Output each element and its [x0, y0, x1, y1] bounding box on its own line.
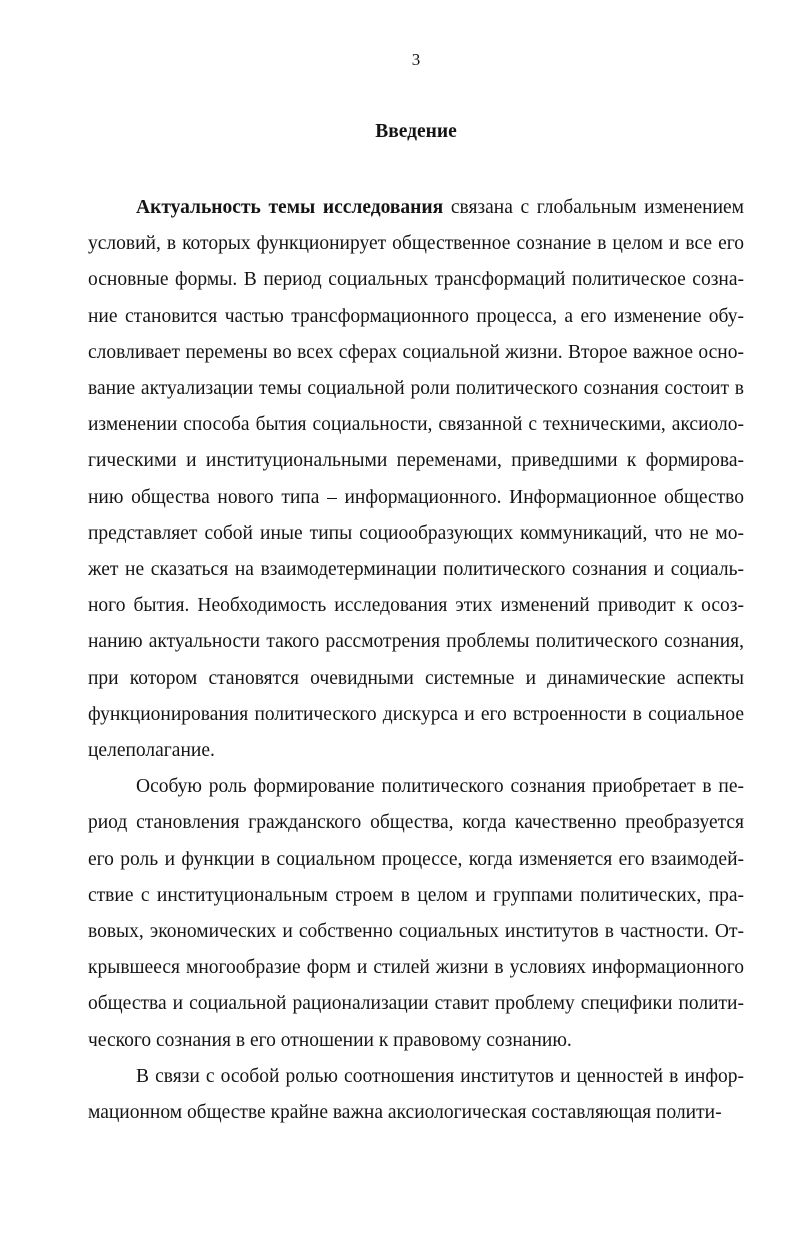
page-number: 3 [411, 50, 421, 69]
relevance-lead: Актуальность темы исследования [136, 197, 444, 218]
relevance-text: связана с глобальным изменением условий, в которых функционирует общественное сознание в целом и все его основные формы. В период социальных трансформаций политическое сознание становится частью трансформационного процесса, а его изменение обусловливает перемены во всех сферах социальной жизни. Второе важное основание актуализации темы социальной роли политического сознания состоит в изменении способа бытия социальности, связанной с техническими, аксиологическими и институциональными переменами, приведшими к формированию общества нового типа – информационного. Информационное общество представляет собой иные типы социообразующих коммуникаций, что не может не сказаться на взаимодетерминации политического сознания и социального бытия. Необходимость исследования этих изменений приводит к осознанию актуальности такого рассмотрения проблемы политического сознания, при котором становятся очевидными системные и динамические аспекты функционирования политического дискурса и его встроенности в социальное целеполагание. [88, 197, 745, 762]
body-text [88, 190, 744, 1131]
section-heading: Введение [375, 121, 457, 142]
paragraph-axiology: В связи с особой ролью соотношения институтов и ценностей в информационном обществе крайне важна аксиологическая составляющая полити- [88, 1065, 744, 1124]
paragraph-relevance [88, 190, 744, 769]
paragraph-civil-society: Особую роль формирование политического сознания приобретает в период становления гражданского общества, когда качественно преобразуется его роль и функции в социальном процессе, когда изменяется его взаимодействие с институциональным строем в целом и группами политических, правовых, экономических и собственно социальных институтов в частности. Открывшееся многообразие форм и стилей жизни в условиях информационного общества и социальной рационализации ставит проблему специфики политического сознания в его отношении к правовому сознанию. [88, 776, 744, 1051]
